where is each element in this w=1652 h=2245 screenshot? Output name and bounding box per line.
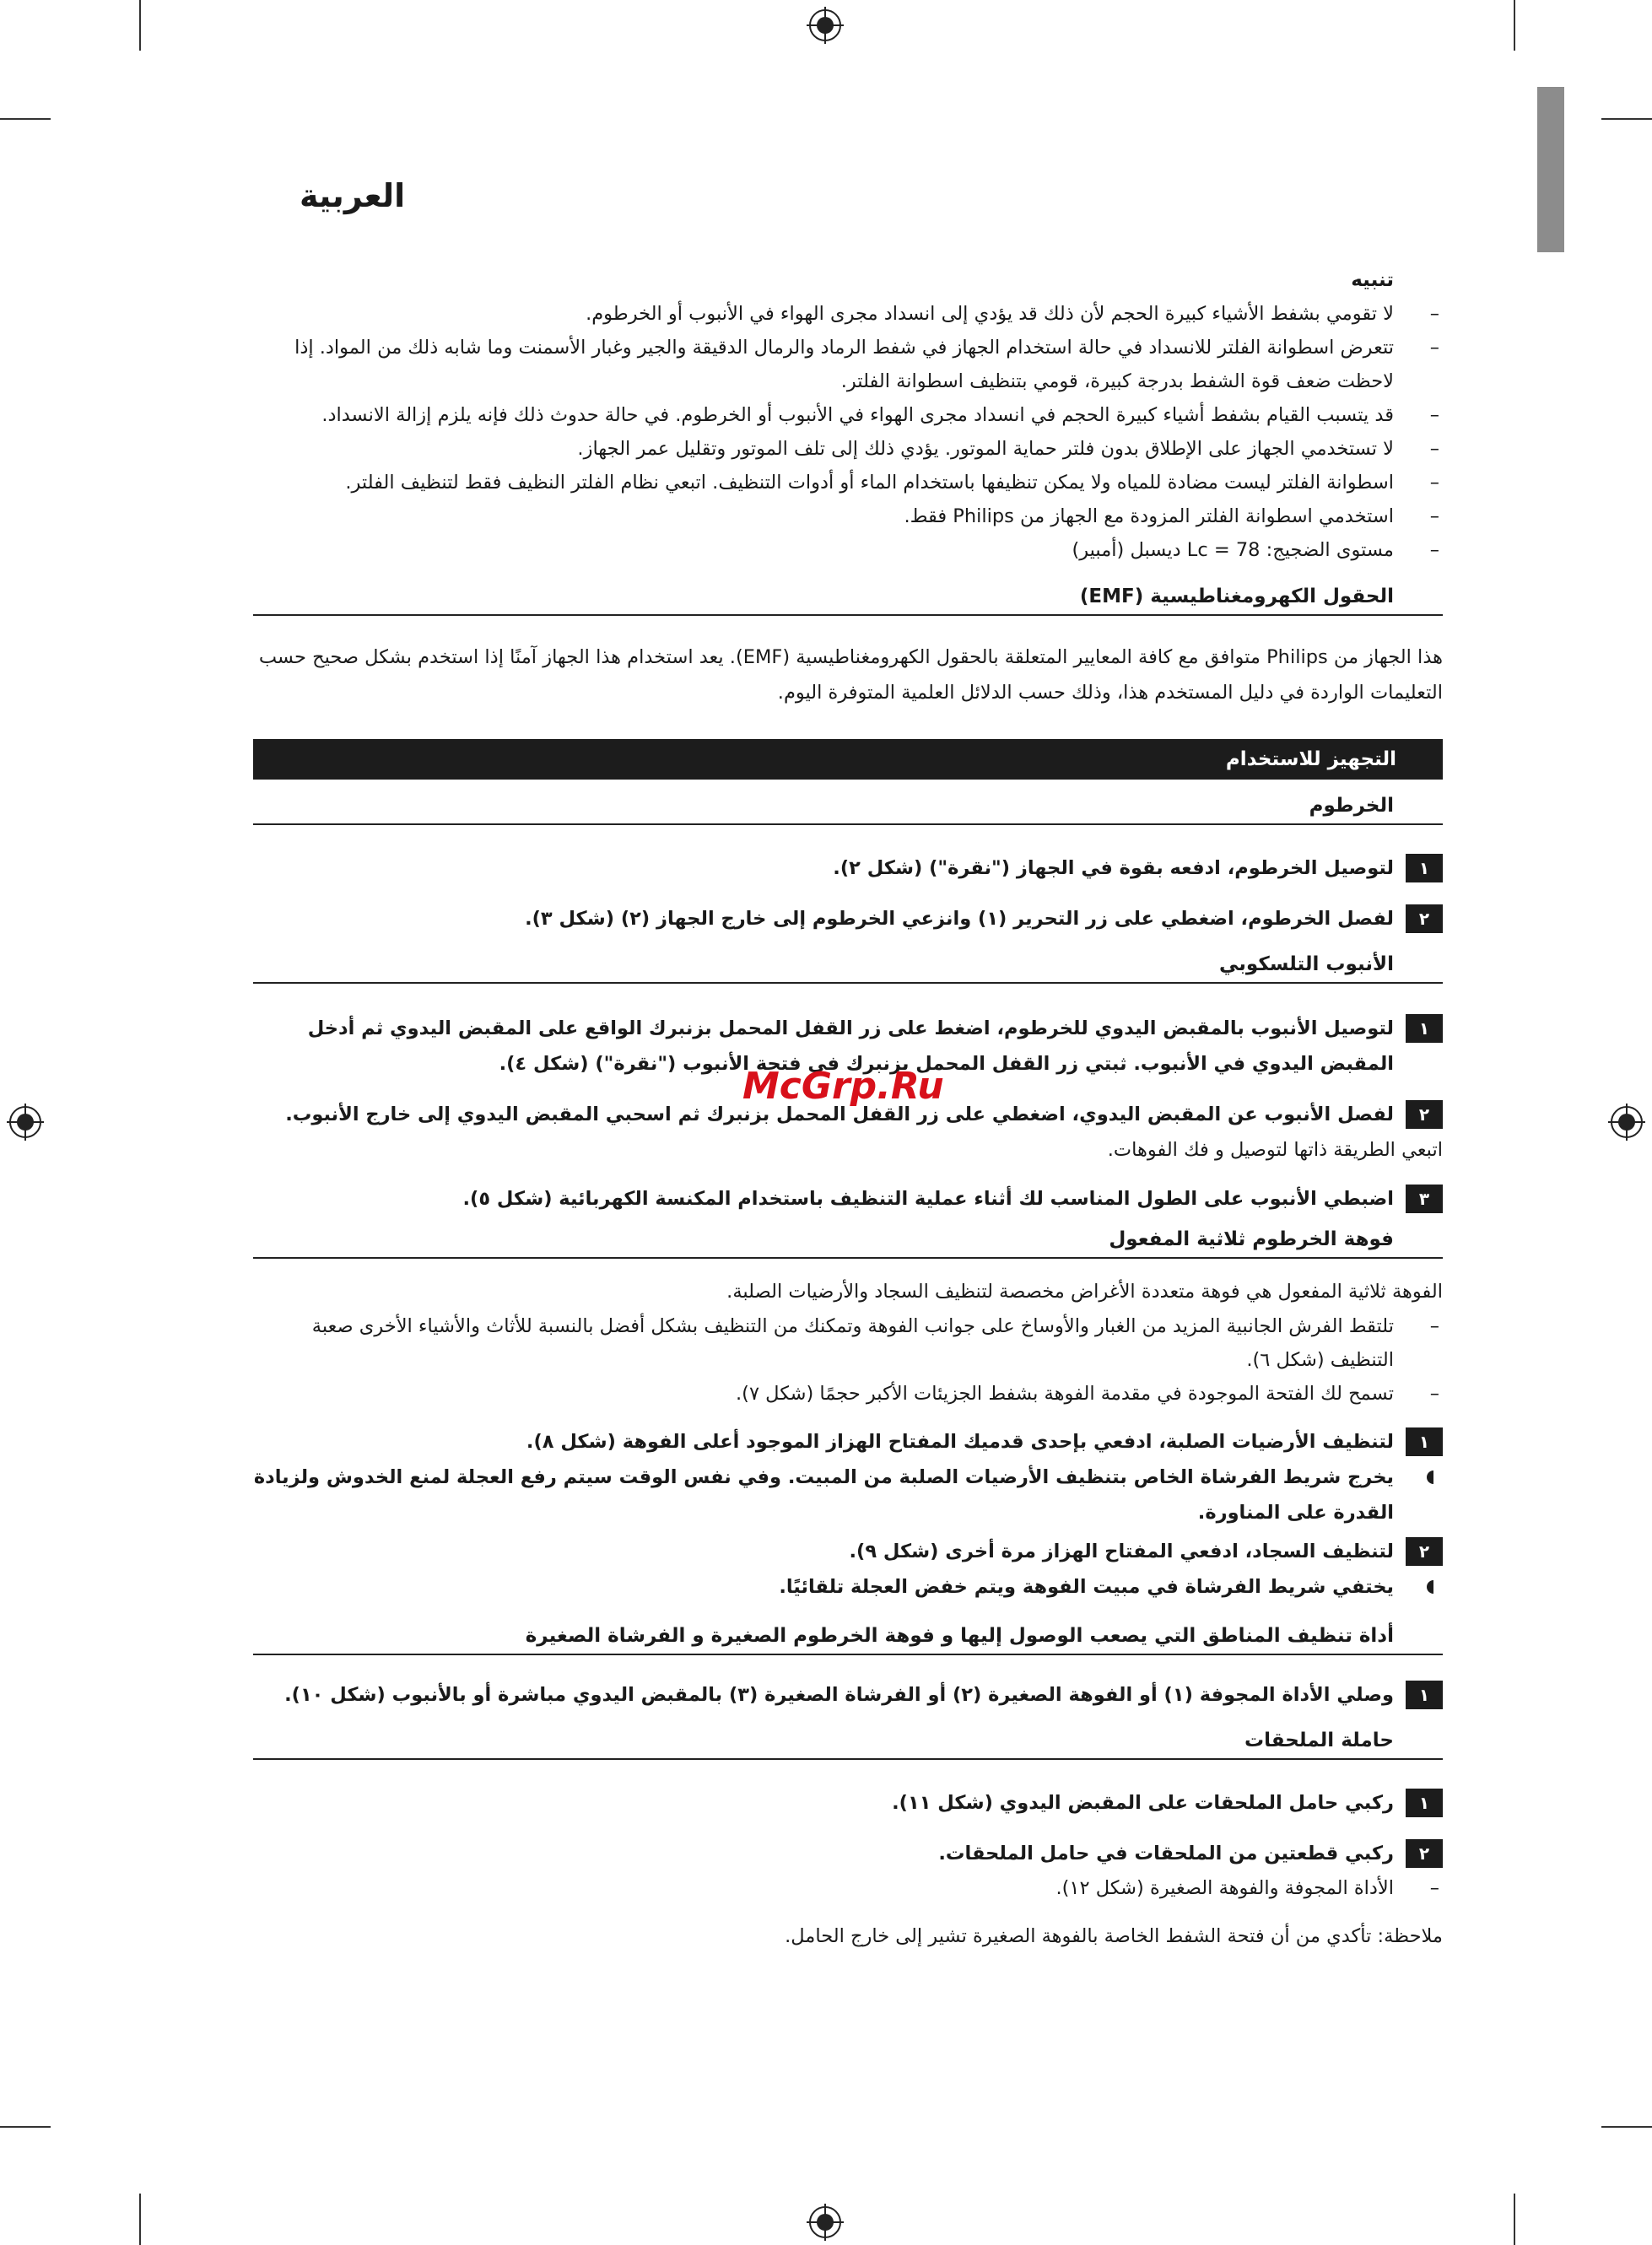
step-text: لفصل الخرطوم، اضغطي على زر التحرير (١) وانزعي الخرطوم إلى خارج الجهاز (٢) (شكل ٣). [525,908,1394,930]
holder-title: حاملة الملحقات [253,1723,1443,1760]
step-number: ١ [1406,1014,1443,1043]
registration-mark-icon [807,2204,844,2241]
list-item: – مستوى الضجيج: Lc = 78 ديسبل (أمبير) [253,533,1443,567]
crop-mark [1514,2194,1515,2245]
list-item: – تلتقط الفرش الجانبية المزيد من الغبار والأوساخ على جوانب الفوهة وتمكنك من التنظيف بشكل أفضل بالنسبة للأثاث والأشياء الأخرى صعبة التنظيف (شكل ٦). [253,1309,1443,1377]
emf-section [253,579,1443,710]
language-title: العربية [300,177,406,214]
step-number: ٢ [1406,904,1443,933]
nozzle-list [253,1309,1443,1411]
step-text: ركبي حامل الملحقات على المقبض اليدوي (شكل ١١). [892,1792,1394,1814]
caution-section [253,263,1443,567]
holder-note: ملاحظة: تأكدي من أن فتحة الشفط الخاصة بالفوهة الصغيرة تشير إلى خارج الحامل. [785,1925,1443,1947]
step-text: لتوصيل الخرطوم، ادفعه بقوة في الجهاز ("نقرة") (شكل ٢). [833,857,1394,879]
step-number: ٢ [1406,1100,1443,1129]
step-text: لفصل الأنبوب عن المقبض اليدوي، اضغطي على زر القفل المحمل بزنبرك ثم اسحبي المقبض اليدوي إلى خارج الأنبوب. [285,1104,1394,1125]
nozzle-bullet-2 [253,1569,1443,1605]
crop-mark [0,118,51,120]
registration-mark-icon [1608,1104,1645,1141]
emf-paragraph: هذا الجهاز من Philips متوافق مع كافة المعايير المتعلقة بالحقول الكهرومغناطيسية (EMF). يعد استخدام هذا الجهاز آمنًا إذا استخدم بشكل صحيح حسب التعليمات الواردة في دليل المستخدم هذا، وذلك حسب الدلائل العلمية المتوفرة اليوم. [258,646,1443,704]
step-text: لتنظيف السجاد، ادفعي المفتاح الهزاز مرة أخرى (شكل ٩). [849,1541,1394,1562]
result-bullet-icon [1426,1470,1441,1485]
registration-mark-icon [7,1104,44,1141]
nozzle-bullet-1 [253,1460,1443,1530]
crevice-title: أداة تنظيف المناطق التي يصعب الوصول إليها و فوهة الخرطوم الصغيرة و الفرشاة الصغيرة [253,1618,1443,1655]
step-text: لتنظيف الأرضيات الصلبة، ادفعي بإحدى قدميك المفتاح الهزاز الموجود أعلى الفوهة (شكل ٨). [526,1431,1394,1453]
crop-mark [1601,118,1652,120]
nozzle-step-1 [253,1424,1443,1460]
result-bullet-icon [1426,1579,1441,1595]
nozzle-intro: الفوهة ثلاثية المفعول هي فوهة متعددة الأغراض مخصصة لتنظيف السجاد والأرضيات الصلبة. [726,1281,1443,1303]
step-number: ٣ [1406,1185,1443,1213]
holder-list [253,1871,1443,1905]
step-text: لتوصيل الأنبوب بالمقبض اليدوي للخرطوم، اضغط على زر القفل المحمل بزنبرك الواقع على المقبض اليدوي ثم أدخل المقبض اليدوي في الأنبوب. ثبتي زر القفل المحمل بزنبرك في فتحة الأنبوب ("نقرة") (شكل ٤). [307,1017,1394,1075]
crop-mark [0,2126,51,2128]
step-number: ٢ [1406,1839,1443,1868]
hose-step-1 [253,850,1443,886]
list-item: – لا تقومي بشفط الأشياء كبيرة الحجم لأن ذلك قد يؤدي إلى انسداد مجرى الهواء في الأنبوب أو الخرطوم. [253,297,1443,331]
emf-title: الحقول الكهرومغناطيسية (EMF) [253,579,1443,616]
registration-mark-icon [807,7,844,44]
tube-step-3 [253,1181,1443,1217]
tube-follow-text: اتبعي الطريقة ذاتها لتوصيل و فك الفوهات. [1107,1139,1443,1161]
list-item: – استخدمي اسطوانة الفلتر المزودة مع الجهاز من Philips فقط. [253,499,1443,533]
list-item: – الأداة المجوفة والفوهة الصغيرة (شكل ١٢). [253,1871,1443,1905]
holder-section [253,1723,1443,1954]
manual-content [245,263,1443,1954]
crop-mark [1514,0,1515,51]
step-text: اضبطي الأنبوب على الطول المناسب لك أثناء عملية التنظيف باستخدام المكنسة الكهربائية (شكل ٥). [462,1188,1394,1210]
crevice-step-1 [253,1677,1443,1713]
crop-mark [139,2194,141,2245]
step-number: ١ [1406,854,1443,882]
step-text: ركبي قطعتين من الملحقات في حامل الملحقات. [938,1843,1394,1865]
list-item: – اسطوانة الفلتر ليست مضادة للمياه ولا يمكن تنظيفها باستخدام الماء أو أدوات التنظيف. اتبعي نظام الفلتر النظيف فقط لتنظيف الفلتر. [253,466,1443,499]
hose-section [253,788,1443,936]
bullet-text: يختفي شريط الفرشاة في مبيت الفوهة ويتم خفض العجلة تلقائيًا. [779,1576,1394,1598]
list-item: – تسمح لك الفتحة الموجودة في مقدمة الفوهة بشفط الجزيئات الأكبر حجمًا (شكل ٧). [253,1377,1443,1411]
hose-step-2 [253,901,1443,936]
nozzle-step-2 [253,1534,1443,1569]
nozzle-section [253,1222,1443,1605]
crop-mark [139,0,141,51]
bullet-text: يخرج شريط الفرشاة الخاص بتنظيف الأرضيات الصلبة من المبيت. وفي نفس الوقت سيتم رفع العجلة لمنع الخدوش ولزيادة القدرة على المناورة. [253,1466,1394,1524]
list-item: – تتعرض اسطوانة الفلتر للانسداد في حالة استخدام الجهاز في شفط الرماد والرمال الدقيقة والجير وغبار الأسمنت وما شابه ذلك من المواد. إذا لاحظت ضعف قوة الشفط بدرجة كبيرة، قومي بتنظيف اسطوانة الفلتر. [253,331,1443,398]
tube-title: الأنبوب التلسكوبي [253,947,1443,984]
crevice-section [253,1618,1443,1713]
step-number: ١ [1406,1789,1443,1817]
caution-title: تنبيه [1351,269,1394,291]
crop-mark [1601,2126,1652,2128]
step-text: وصلي الأداة المجوفة (١) أو الفوهة الصغيرة (٢) أو الفرشاة الصغيرة (٣) بالمقبض اليدوي مباشرة أو بالأنبوب (شكل ١٠). [284,1684,1394,1706]
nozzle-title: فوهة الخرطوم ثلاثية المفعول [253,1222,1443,1259]
step-number: ١ [1406,1427,1443,1456]
step-number: ٢ [1406,1537,1443,1566]
list-item: – لا تستخدمي الجهاز على الإطلاق بدون فلتر حماية الموتور. يؤدي ذلك إلى تلف الموتور وتقليل عمر الجهاز. [253,432,1443,466]
watermark: McGrp.Ru [742,1065,944,1108]
prep-heading-bar: التجهيز للاستخدام [253,739,1443,780]
language-tab-marker [1537,87,1564,252]
holder-step-2 [253,1836,1443,1871]
list-item: – قد يتسبب القيام بشفط أشياء كبيرة الحجم في انسداد مجرى الهواء في الأنبوب أو الخرطوم. في حالة حدوث ذلك فإنه يلزم إزالة الانسداد. [253,398,1443,432]
step-number: ١ [1406,1681,1443,1709]
caution-list [253,297,1443,567]
hose-title: الخرطوم [253,788,1443,825]
holder-step-1 [253,1785,1443,1821]
